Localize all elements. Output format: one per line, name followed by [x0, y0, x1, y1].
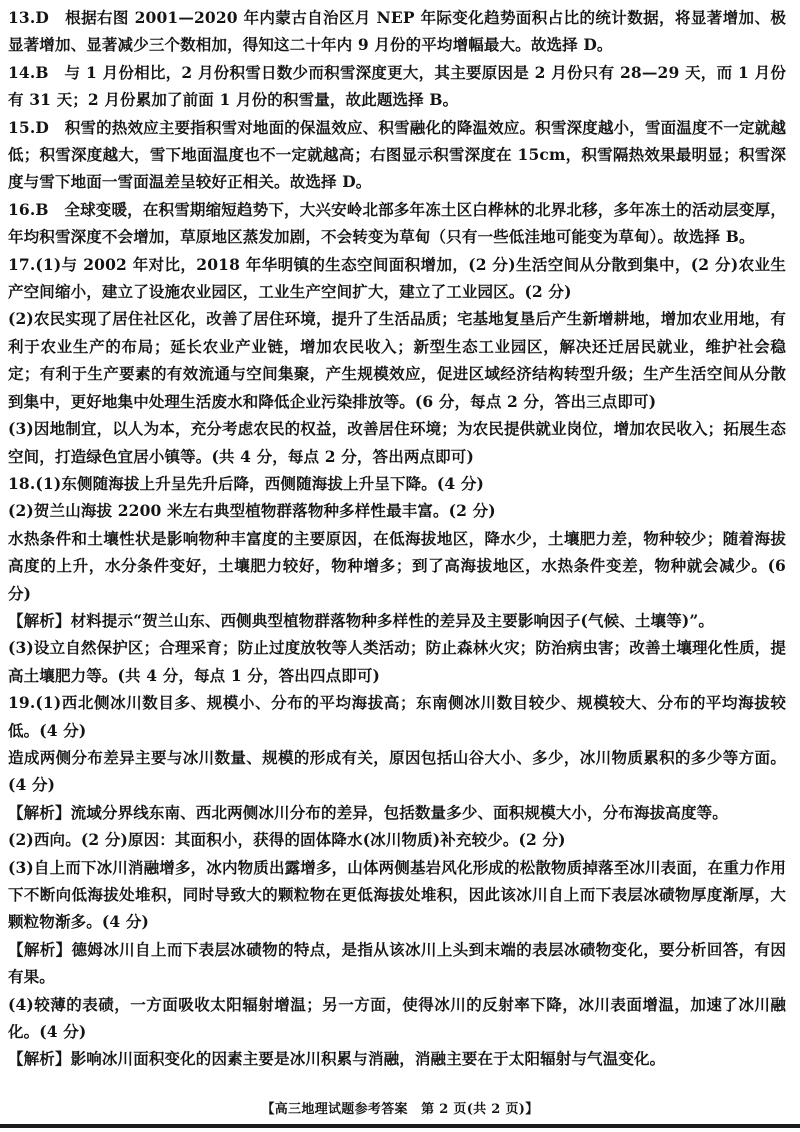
answer-18-part1: 18.(1)东侧随海拔上升呈先升后降，西侧随海拔上升呈下降。(4 分) — [8, 473, 485, 493]
answer-19-part2: (2)西向。(2 分)原因：其面积小，获得的固体降水(冰川物质)补充较少。(2 分) — [8, 830, 566, 850]
page-footer: 【高三地理试题参考答案 第 2 页(共 2 页)】 — [261, 1102, 539, 1117]
answer-18-part2-reason: 水热条件和土壤性状是影响物种丰富度的主要原因，在低海拔地区，降水少，土壤肥力差，物种较少；随着海拔高度的上升，水分条件变好，土壤肥力较好，物种增多；到了高海拔地区，水热条件变差，物种就会减少。(6 分) — [8, 528, 786, 603]
answer-17-part3: (3)因地制宜，以人为本，充分考虑农民的权益，改善居住环境；为农民提供就业岗位，增加农民收入；拓展生态空间，打造绿色宜居小镇等。(共 4 分，每点 2 分，答出两点即可) — [8, 419, 786, 466]
answer-18-part2: (2)贺兰山海拔 2200 米左右典型植物群落物种多样性最丰富。(2 分) — [8, 501, 496, 521]
answer-19-part4: (4)较薄的表碛，一方面吸收太阳辐射增温；另一方面，使得冰川的反射率下降，冰川表面增温，加速了冰川融化。(4 分) — [8, 994, 786, 1042]
answer-15: 15.D 积雪的热效应主要指积雪对地面的保温效应、积雪融化的降温效应。积雪深度越小，雪面温度不一定就越低；积雪深度越大，雪下地面温度也不一定就越高；右图显示积雪深度在 15cm，积雪隔热效果最明显；积雪深度与雪下地面一雪面温差呈较好正相关。故选择 D。 — [8, 117, 786, 192]
answer-17-part1: 17.(1)与 2002 年对比，2018 年华明镇的生态空间面积增加，(2 分)生活空间从分散到集中，(2 分)农业生产空间缩小，建立了设施农业园区，工业生产空间扩大，建立了工业园区。(2 分) — [8, 254, 786, 302]
answer-19-part1-reason: 造成两侧分布差异主要与冰川数量、规模的形成有关，原因包括山谷大小、多少，冰川物质累积的多少等方面。(4 分) — [8, 747, 786, 795]
analysis-18-part2: 【解析】材料提示“贺兰山东、西侧典型植物群落物种多样性的差异及主要影响因子(气候、土壤等)”。 — [8, 610, 715, 630]
answer-14: 14.B 与 1 月份相比，2 月份积雪日数少而积雪深度更大，其主要原因是 2 月份只有 28—29 天，而 1 月份有 31 天；2 月份累加了前面 1 月份的积雪量，故此题选择 B。 — [8, 62, 786, 110]
answer-17-part2: (2)农民实现了居住社区化，改善了居住环境，提升了生活品质；宅基地复垦后产生新增耕地，增加农业用地，有利于农业生产的布局；延长农业产业链，增加农民收入；新型生态工业园区，解决还迁居民就业，维护社会稳定；有利于生产要素的有效流通与空间集聚，产生规模效应，促进区域经济结构转型升级；生产生活空间从分散到集中，更好地集中处理生活废水和降低企业污染排放等。(6 分，每点 2 分，答出三点即可) — [8, 309, 786, 411]
answer-13: 13.D 根据右图 2001—2020 年内蒙古自治区月 NEP 年际变化趋势面积占比的统计数据，将显著增加、极显著增加、显著减少三个数相加，得知这二十年内 9 月份的平均增幅最大。故选择 D。 — [8, 8, 786, 55]
answer-18-part3: (3)设立自然保护区；合理采育；防止过度放牧等人类活动；防止森林火灾；防治病虫害；改善土壤理化性质，提高土壤肥力等。(共 4 分，每点 1 分，答出四点即可) — [8, 638, 786, 685]
analysis-19-part3: 【解析】德姆冰川自上而下表层冰碛物的特点，是指从该冰川上头到末端的表层冰碛物变化，要分析回答，有因有果。 — [8, 939, 786, 987]
analysis-19-part1: 【解析】流域分界线东南、西北两侧冰川分布的差异，包括数量多少、面积规模大小，分布海拔高度等。 — [8, 802, 728, 822]
analysis-19-part4: 【解析】影响冰川面积变化的因素主要是冰川积累与消融，消融主要在于太阳辐射与气温变化。 — [8, 1049, 666, 1069]
answer-16: 16.B 全球变暖，在积雪期缩短趋势下，大兴安岭北部多年冻土区白桦林的北界北移，多年冻土的活动层变厚，年均积雪深度不会增加，草原地区蒸发加剧，不会转变为草甸（只有一些低洼地可能变为草甸）。故选择 B。 — [8, 199, 786, 247]
answer-19-part1: 19.(1)西北侧冰川数目多、规模小、分布的平均海拔高；东南侧冰川数目较少、规模较大、分布的平均海拔较低。(4 分) — [8, 693, 786, 740]
answer-19-part3: (3)自上而下冰川消融增多，冰内物质出露增多，山体两侧基岩风化形成的松散物质掉落至冰川表面，在重力作用下不断向低海拔处堆积，同时导致大的颗粒物在更低海拔处堆积，因此该冰川自上而下表层冰碛物厚度渐厚，大颗粒物渐多。(4 分) — [8, 857, 786, 932]
footer-rule — [0, 1124, 800, 1128]
answer-content — [8, 4, 786, 1073]
